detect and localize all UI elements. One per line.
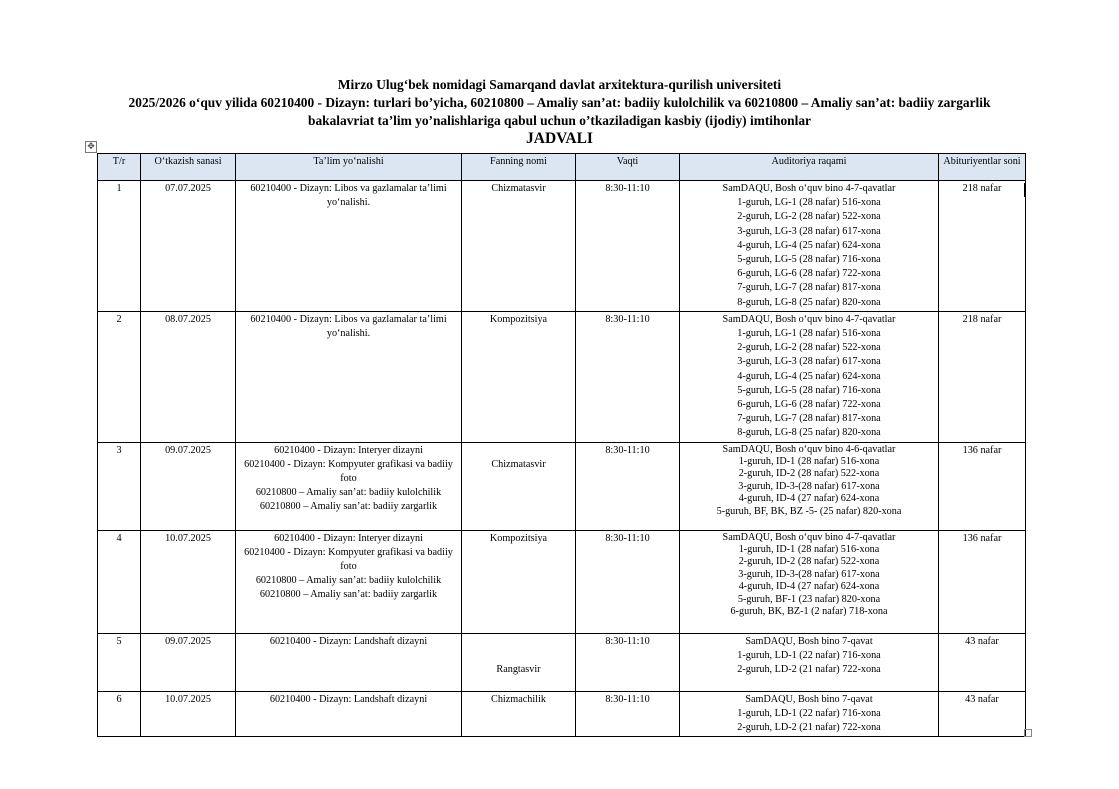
row-direction — [236, 691, 462, 737]
auditorium-line: 1-guruh, LG-1 (28 nafar) 516-xona — [737, 197, 881, 209]
auditorium-line: SamDAQU, Bosh oʻquv bino 4-7-qavatlar — [722, 313, 896, 325]
row-date: 10.07.2025 — [141, 691, 236, 737]
row-auditorium — [680, 311, 939, 442]
col-header-time: Vaqti — [576, 154, 680, 181]
direction-line: 60210800 – Amaliy san’at: badiiy zargarlik — [259, 589, 438, 601]
row-date: 08.07.2025 — [141, 311, 236, 442]
table-row — [98, 442, 1026, 530]
auditorium-line: 2-guruh, LD-2 (21 nafar) 722-xona — [737, 664, 881, 676]
row-direction — [236, 633, 462, 691]
row-subject: Chizmachilik — [462, 691, 576, 737]
row-count: 43 nafar — [939, 691, 1026, 737]
col-header-direction: Ta’lim yoʻnalishi — [236, 154, 462, 181]
auditorium-line: 5-guruh, BF-1 (23 nafar) 820-xona — [737, 593, 881, 605]
direction-line: 60210400 - Dizayn: Interyer dizayni — [274, 444, 423, 456]
row-auditorium — [680, 691, 939, 737]
auditorium-line: 3-guruh, LG-3 (28 nafar) 617-xona — [737, 356, 881, 368]
col-header-subject: Fanning nomi — [462, 154, 576, 181]
auditorium-line: SamDAQU, Bosh oʻquv bino 4-7-qavatlar — [722, 183, 896, 194]
row-direction — [236, 442, 462, 530]
row-subject — [462, 442, 576, 530]
row-auditorium — [680, 633, 939, 691]
col-header-count: Abituriyentlar soni — [939, 154, 1026, 181]
auditorium-line: 4-guruh, ID-4 (27 nafar) 624-xona — [738, 493, 880, 505]
subject-text: Rangtasvir — [496, 663, 541, 675]
auditorium-line: 6-guruh, BK, BZ-1 (2 nafar) 718-xona — [730, 606, 888, 618]
auditorium-line: 5-guruh, BF, BK, BZ -5- (25 nafar) 820-xona — [716, 505, 902, 517]
row-date: 07.07.2025 — [141, 181, 236, 312]
auditorium-line: 2-guruh, LG-2 (28 nafar) 522-xona — [737, 342, 881, 354]
col-header-auditorium: Auditoriya raqami — [680, 154, 939, 181]
col-header-date: Oʻtkazish sanasi — [141, 154, 236, 181]
direction-line: 60210800 – Amaliy san’at: badiiy kulolchilik — [255, 487, 442, 499]
direction-line: 60210400 - Dizayn: Interyer dizayni — [274, 532, 423, 544]
row-date: 09.07.2025 — [141, 442, 236, 530]
row-subject — [462, 633, 576, 691]
exam-subtitle-line2: bakalavriat ta’lim yo’nalishlariga qabul uchun o’tkaziladigan kasbiy (ijodiy) imtihonlar — [308, 113, 811, 128]
auditorium-line: 1-guruh, LD-1 (22 nafar) 716-xona — [737, 707, 881, 719]
direction-line: 60210400 - Dizayn: Libos va gazlamalar ta’limi yoʻnalishi. — [250, 183, 447, 209]
auditorium-line: 1-guruh, LG-1 (28 nafar) 516-xona — [737, 328, 881, 340]
auditorium-line: 1-guruh, ID-1 (28 nafar) 516-xona — [738, 456, 880, 468]
auditorium-line: 4-guruh, LG-4 (25 nafar) 624-xona — [737, 239, 881, 251]
auditorium-line: 5-guruh, LG-5 (28 nafar) 716-xona — [737, 254, 881, 266]
row-time: 8:30-11:10 — [576, 311, 680, 442]
row-direction — [236, 311, 462, 442]
row-time: 8:30-11:10 — [576, 530, 680, 633]
resize-square-icon[interactable] — [1024, 729, 1032, 737]
auditorium-line: 6-guruh, LG-6 (28 nafar) 722-xona — [737, 268, 881, 280]
direction-line: 60210400 - Dizayn: Kompyuter grafikasi va badiiy foto — [244, 458, 453, 485]
row-number: 5 — [98, 633, 141, 691]
auditorium-line: 5-guruh, LG-5 (28 nafar) 716-xona — [737, 384, 881, 396]
row-auditorium — [680, 530, 939, 633]
table-header-row — [98, 154, 1026, 181]
direction-line: 60210400 - Dizayn: Kompyuter grafikasi va badiiy foto — [244, 546, 453, 573]
col-header-number: T/r — [98, 154, 141, 181]
row-count: 136 nafar — [939, 530, 1026, 633]
direction-line: 60210400 - Dizayn: Landshaft dizayni — [269, 693, 428, 705]
row-time: 8:30-11:10 — [576, 442, 680, 530]
exam-subtitle-line1: 2025/2026 oʻquv yilida 60210400 - Dizayn: turlari bo’yicha, 60210800 – Amaliy san’at: badiiy kulolchilik va 60210800 – Amaliy san’at: badiiy zargarlik — [128, 95, 991, 110]
auditorium-line: SamDAQU, Bosh oʻquv bino 4-6-qavatlar — [722, 443, 896, 455]
row-number: 2 — [98, 311, 141, 442]
subject-text: Chizmatasvir — [491, 458, 546, 470]
row-date: 09.07.2025 — [141, 633, 236, 691]
table-row — [98, 633, 1026, 691]
row-count: 218 nafar — [939, 181, 1026, 312]
row-time: 8:30-11:10 — [576, 691, 680, 737]
table-row — [98, 311, 1026, 442]
direction-line: 60210400 - Dizayn: Landshaft dizayni — [269, 635, 428, 647]
direction-line: 60210800 – Amaliy san’at: badiiy kulolchilik — [255, 575, 442, 587]
row-time: 8:30-11:10 — [576, 181, 680, 312]
row-count: 218 nafar — [939, 311, 1026, 442]
row-subject: Kompozitsiya — [462, 530, 576, 633]
auditorium-line: SamDAQU, Bosh bino 7-qavat — [745, 635, 873, 647]
auditorium-line: 2-guruh, LG-2 (28 nafar) 522-xona — [737, 211, 881, 223]
row-number: 3 — [98, 442, 141, 530]
row-auditorium — [680, 181, 939, 312]
auditorium-line: 8-guruh, LG-8 (25 nafar) 820-xona — [737, 427, 881, 439]
auditorium-line: 1-guruh, ID-1 (28 nafar) 516-xona — [738, 544, 880, 556]
auditorium-line: 1-guruh, LD-1 (22 nafar) 716-xona — [737, 649, 881, 661]
row-number: 1 — [98, 181, 141, 312]
direction-line: 60210400 - Dizayn: Libos va gazlamalar ta’limi yoʻnalishi. — [250, 313, 447, 340]
row-number: 6 — [98, 691, 141, 737]
table-row — [98, 691, 1026, 737]
row-count: 43 nafar — [939, 633, 1026, 691]
auditorium-line: 6-guruh, LG-6 (28 nafar) 722-xona — [737, 399, 881, 411]
document-header — [0, 76, 1119, 148]
auditorium-line: 2-guruh, LD-2 (21 nafar) 722-xona — [737, 722, 881, 734]
row-date: 10.07.2025 — [141, 530, 236, 633]
row-number: 4 — [98, 530, 141, 633]
auditorium-line: 2-guruh, ID-2 (28 nafar) 522-xona — [738, 556, 880, 568]
table-row — [98, 181, 1026, 312]
auditorium-line: SamDAQU, Bosh oʻquv bino 4-7-qavatlar — [722, 531, 896, 543]
row-subject: Kompozitsiya — [462, 311, 576, 442]
row-time: 8:30-11:10 — [576, 633, 680, 691]
exam-schedule-table — [97, 153, 1026, 737]
direction-line: 60210800 – Amaliy san’at: badiiy zargarlik — [259, 501, 438, 513]
row-auditorium — [680, 442, 939, 530]
move-cross-icon[interactable]: ✥ — [85, 141, 97, 153]
row-subject: Chizmatasvir — [462, 181, 576, 312]
auditorium-line: 3-guruh, LG-3 (28 nafar) 617-xona — [737, 225, 881, 237]
auditorium-line: 2-guruh, ID-2 (28 nafar) 522-xona — [738, 468, 880, 480]
row-count: 136 nafar — [939, 442, 1026, 530]
university-title: Mirzo Ulugʻbek nomidagi Samarqand davlat arxitektura-qurilish universiteti — [337, 77, 782, 92]
auditorium-line: 3-guruh, ID-3-(28 nafar) 617-xona — [738, 568, 880, 580]
auditorium-line: SamDAQU, Bosh bino 7-qavat — [745, 693, 873, 705]
row-direction — [236, 181, 462, 312]
auditorium-line: 7-guruh, LG-7 (28 nafar) 817-xona — [737, 282, 881, 294]
auditorium-line: 7-guruh, LG-7 (28 nafar) 817-xona — [737, 413, 881, 425]
row-direction — [236, 530, 462, 633]
auditorium-line: 4-guruh, LG-4 (25 nafar) 624-xona — [737, 370, 881, 382]
schedule-heading: JADVALI — [526, 130, 593, 147]
auditorium-line: 4-guruh, ID-4 (27 nafar) 624-xona — [738, 581, 880, 593]
table-row — [98, 530, 1026, 633]
auditorium-line: 8-guruh, LG-8 (25 nafar) 820-xona — [737, 296, 881, 308]
auditorium-line: 3-guruh, ID-3-(28 nafar) 617-xona — [738, 480, 880, 492]
